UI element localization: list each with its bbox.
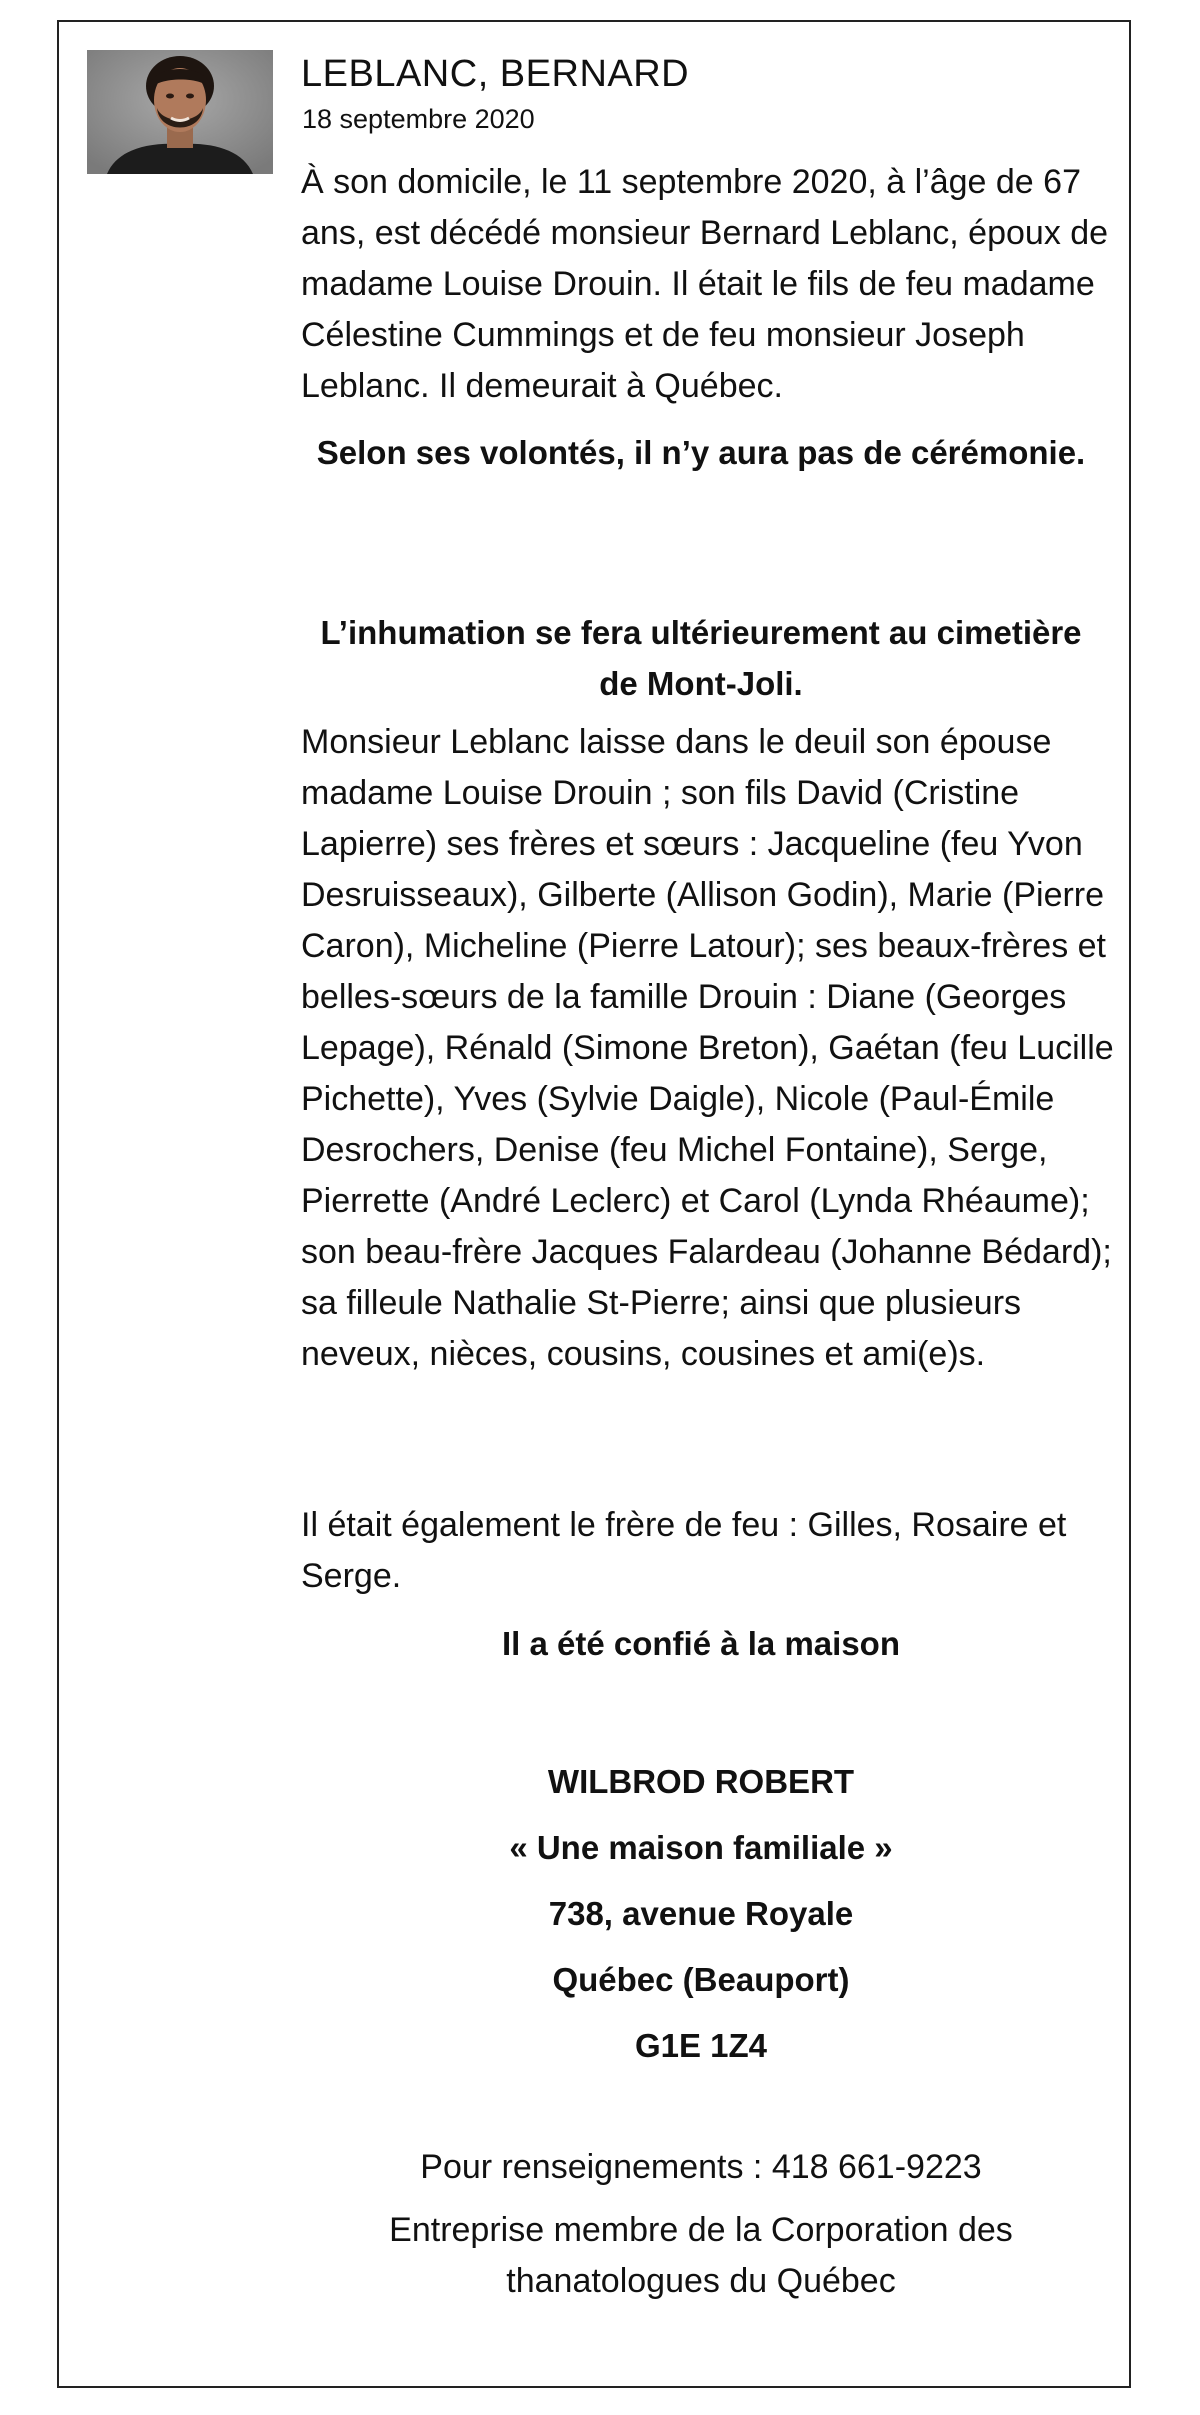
- funeral-home-city: Québec (Beauport): [552, 1961, 850, 1998]
- funeral-home-postal-code: G1E 1Z4: [634, 2027, 768, 2064]
- funeral-home-slogan: « Une maison familiale »: [509, 1829, 893, 1866]
- funeral-home-address: 738, avenue Royale: [548, 1895, 854, 1932]
- death-paragraph: À son domicile, le 11 septembre 2020, à l’âge de 67 ans, est décédé monsieur Bernard Leblanc, époux de madame Louise Drouin. Il était le fils de feu madame Célestine Cummings et de feu monsieur Joseph Leblanc. Il demeurait à Québec.: [301, 163, 1109, 405]
- membership-line: Entreprise membre de la Corporation des thanatologues du Québec: [389, 2211, 1013, 2300]
- contact-info: Pour renseignements : 418 661-9223: [420, 2148, 982, 2186]
- burial-notice: L’inhumation se fera ultérieurement au cimetière de Mont-Joli.: [320, 614, 1082, 702]
- family-paragraph: Monsieur Leblanc laisse dans le deuil son épouse madame Louise Drouin ; son fils David (Cristine Lapierre) ses frères et sœurs : Jacqueline (feu Yvon Desruisseaux), Gilberte (Allison Godin), Marie (Pierre Caron), Micheline (Pierre Latour); ses beaux-frères et belles-sœurs de la famille Drouin : Diane (Georges Lepage), Rénald (Simone Breton), Gaétan (feu Lucille Pichette), Yves (Sylvie Daigle), Nicole (Paul-Émile Desrochers, Denise (feu Michel Fontaine), Serge, Pierrette (André Leclerc) et Carol (Lynda Rhéaume); son beau-frère Jacques Falardeau (Johanne Bédard); sa filleule Nathalie St-Pierre; ainsi que plusieurs neveux, nièces, cousins, cousines et ami(e)s.: [301, 723, 1114, 1373]
- deceased-name: LEBLANC, BERNARD: [301, 53, 690, 95]
- ceremony-notice: Selon ses volontés, il n’y aura pas de cérémonie.: [316, 434, 1086, 471]
- publication-date: 18 septembre 2020: [302, 104, 535, 134]
- entrusted-line: Il a été confié à la maison: [502, 1625, 900, 1662]
- funeral-home-name: WILBROD ROBERT: [547, 1763, 855, 1800]
- siblings-paragraph: Il était également le frère de feu : Gilles, Rosaire et Serge.: [301, 1506, 1067, 1595]
- portrait-photo: [87, 50, 273, 174]
